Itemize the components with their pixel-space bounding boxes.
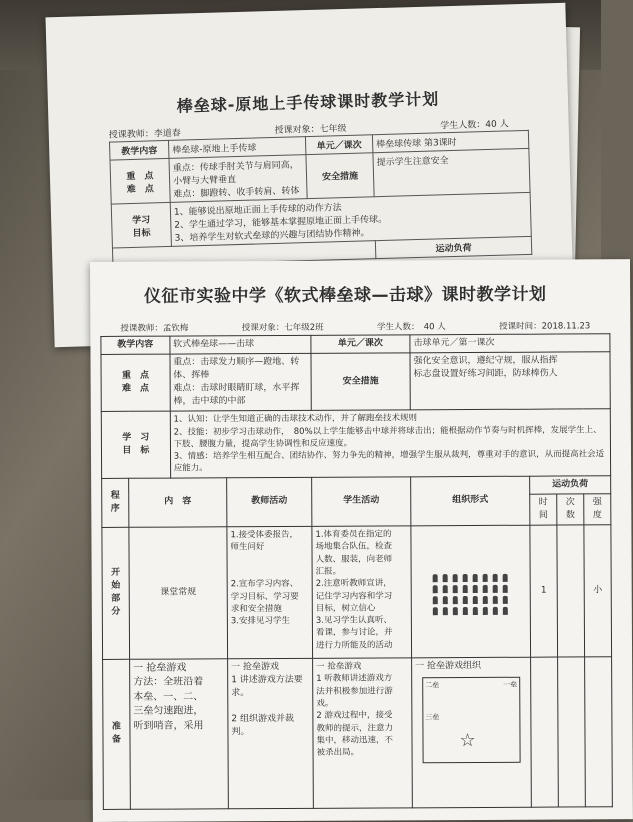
header-order: 程 序 xyxy=(102,478,129,527)
front-lesson-plan-sheet xyxy=(90,259,633,822)
front-plan-title: 仪征市实验中学《软式棒垒球—击球》课时教学计划 xyxy=(143,284,547,307)
front-time: 授课时间：2018.11.23 xyxy=(499,321,591,332)
back-safety-value: 提示学生注意安全 xyxy=(373,148,530,196)
back-students: 学生人数：40 人 xyxy=(440,119,509,132)
base-field-diagram xyxy=(422,677,520,764)
back-unit-label: 单元／课次 xyxy=(305,135,372,155)
front-safety-value: 强化安全意识，遵纪守规，服从指挥 标志盘设置好练习间距，防球棒伤人 xyxy=(410,352,610,410)
back-load-label: 运动负荷 xyxy=(375,236,531,258)
row1-count xyxy=(557,525,585,657)
front-content-label: 教学内容 xyxy=(101,336,170,354)
row1-time: 1 xyxy=(530,525,558,657)
row1-order: 开 始 部 分 xyxy=(102,527,130,659)
row1-content: 课堂常规 xyxy=(129,527,228,660)
front-teacher: 授课教师：孟钦梅 xyxy=(120,323,189,334)
row1-intensity: 小 xyxy=(584,525,612,657)
star-icon: ☆ xyxy=(459,729,476,752)
front-target: 授课对象：七年级2班 xyxy=(241,322,324,334)
back-content-label: 教学内容 xyxy=(110,140,169,160)
header-content: 内 容 xyxy=(129,478,227,528)
front-key-label: 重 点 难 点 xyxy=(101,354,170,412)
back-key-label: 重 点 难 点 xyxy=(110,158,170,204)
front-unit-label: 单元／课次 xyxy=(311,335,410,354)
back-target: 授课对象：七年级 xyxy=(274,123,347,136)
header-count: 次 数 xyxy=(557,494,584,525)
row2-content: 一 抢垒游戏 方法：全班沿着 本垒、一、二、 三垒匀速跑进， 听到哨音，采用 xyxy=(130,659,229,810)
field-label-1: 一垒 xyxy=(503,680,518,689)
back-goals: 1、能够说出原地正面上手传球的动作方法 2、学生通过学习，能够基本掌握原地正面上手传球。 3、培养学生对软式垒球的兴趣与团结协作精神。 xyxy=(170,192,531,246)
front-students: 学生人数： 40 人 xyxy=(376,322,446,333)
field-label-3: 三垒 xyxy=(425,713,440,722)
row2-student: 一 抢垒游戏 1 听教师讲述游戏方 法并积极参加进行游 戏。 2 游戏过程中，接受 教师的提示，注意力 集中，移动迅速，不 被杀出局。 xyxy=(313,658,413,809)
student-formation-icon xyxy=(415,574,527,616)
row2-org-label: 一 抢垒游戏组织 xyxy=(415,660,482,672)
field-label-2: 二垒 xyxy=(425,681,440,690)
header-intensity: 强 度 xyxy=(584,494,611,525)
front-plan-table xyxy=(100,333,612,810)
back-safety-label: 安全措施 xyxy=(306,153,374,199)
row2-teacher: 一 抢垒游戏 1 讲述游戏方法要 求。 2 组织游戏并裁 判。 xyxy=(228,658,314,808)
header-teacher: 教师活动 xyxy=(227,477,312,527)
back-plan-title: 棒垒球-原地上手传球课时教学计划 xyxy=(176,89,440,116)
back-unit-value: 棒垒球传球 第3课时 xyxy=(372,130,528,152)
front-plan-meta xyxy=(120,319,590,333)
row2-org xyxy=(412,657,532,808)
back-content-value: 棒垒球-原地上手传球 xyxy=(168,137,305,159)
header-load: 运动负荷 xyxy=(530,476,611,494)
front-safety-label: 安全措施 xyxy=(311,353,410,411)
header-time: 时 间 xyxy=(530,494,557,525)
row1-student: 1.体育委员在指定的 场地集合队伍，检查 人数、服装，向老师 汇报。 2.注意听教师宣讲， 记住学习内容和学习 目标，树立信心 3.见习学生认真听、 看课，参与讨论，并 进行力所能及的活动 xyxy=(312,526,412,659)
row2-order: 准 备 xyxy=(103,659,131,809)
row1-teacher: 1.接受体委报告， 师生问好 2.宣布学习内容、 学习目标、学习要 求和安全措施 3.安排见习学生 xyxy=(227,526,313,658)
row1-org xyxy=(411,525,531,658)
front-goal-label: 学 习 目 标 xyxy=(101,411,170,478)
back-teacher: 授课教师：李道春 xyxy=(108,128,181,141)
back-key-value: 重点：传球手肘关节与肩同高，小臂与大臂垂直 难点：脚蹬转、收手转肩、转体 xyxy=(169,155,307,203)
front-content-value: 软式棒垒球——击球 xyxy=(170,335,311,354)
front-unit-value: 击球单元／第一课次 xyxy=(410,334,610,353)
front-goals: 1、认知：让学生知道正确的击球技术动作，并了解跑垒技术规则 2、技能：初步学习击球动作， 80%以上学生能够击中球并将球击出；能根据动作节奏与时机挥棒，发展学生上、下肢、腰腹力量，提高学生协调性和反应速度。 3、情感：培养学生相互配合、团结协作、努力争先的精神，增强学生服从裁判，尊重对手的意识，从而提高社会适应能力。 xyxy=(170,409,611,478)
back-goal-label: 学习 目标 xyxy=(111,202,171,248)
header-student: 学生活动 xyxy=(312,477,411,527)
back-plan-table xyxy=(109,130,532,267)
header-org: 组织形式 xyxy=(411,476,530,526)
front-key-value: 重点：击球发力顺序—蹬地、转体、挥棒 难点：击球时眼睛盯球，水平挥棒，击中球的中部 xyxy=(170,353,312,411)
